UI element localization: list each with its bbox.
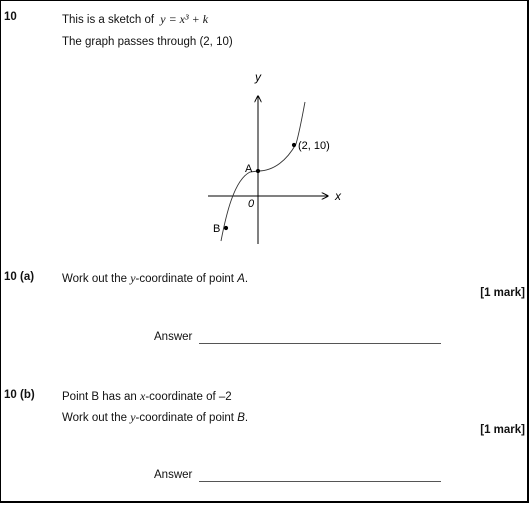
part-a-end: . — [244, 273, 249, 285]
part-a-answer-label: Answer — [154, 331, 193, 343]
point-a-label: A — [245, 163, 253, 175]
origin-label: 0 — [248, 198, 255, 210]
intro-text: This is a sketch of — [62, 14, 155, 26]
part-b-end: . — [244, 412, 249, 424]
part-b-line-2 — [62, 410, 248, 425]
point-a-dot — [256, 169, 260, 173]
part-b-line2-var: y — [130, 410, 136, 424]
part-a-number: 10 (a) — [4, 271, 35, 283]
part-b-marks: [1 mark] — [480, 424, 525, 436]
y-axis-label: y — [255, 70, 261, 84]
part-b-line1-pre: Point B has an — [62, 391, 137, 403]
part-a-answer-line[interactable] — [199, 343, 441, 344]
part-a-text-pre: Work out the — [62, 273, 127, 285]
cubic-curve — [221, 102, 305, 241]
part-b-point: B — [237, 412, 245, 424]
cubic-equation: y = x³ + k — [160, 12, 209, 26]
part-a-question — [62, 271, 248, 286]
intro-line-1 — [62, 12, 208, 27]
part-a-point: A — [237, 273, 245, 285]
part-b-line-1 — [62, 389, 232, 404]
part-b-number: 10 (b) — [4, 389, 35, 401]
part-b-line1-post: -coordinate of –2 — [145, 391, 232, 403]
point-b-dot — [224, 226, 228, 230]
part-b-line2-pre: Work out the — [62, 412, 127, 424]
part-a-var: y — [130, 271, 136, 285]
cubic-sketch — [200, 66, 350, 248]
point-given-dot — [292, 143, 296, 147]
part-a-text-mid: -coordinate of point — [135, 273, 234, 285]
part-b-answer-label: Answer — [154, 469, 193, 481]
point-b-label: B — [213, 223, 221, 235]
point-given-label: (2, 10) — [298, 140, 330, 152]
part-b-line1-var: x — [140, 389, 146, 403]
part-a-marks: [1 mark] — [480, 287, 525, 299]
part-b-line2-mid: -coordinate of point — [135, 412, 234, 424]
x-axis-label: x — [335, 189, 341, 203]
intro-line-2: The graph passes through (2, 10) — [62, 36, 233, 48]
part-b-answer-line[interactable] — [199, 481, 441, 482]
question-number: 10 — [4, 11, 17, 23]
